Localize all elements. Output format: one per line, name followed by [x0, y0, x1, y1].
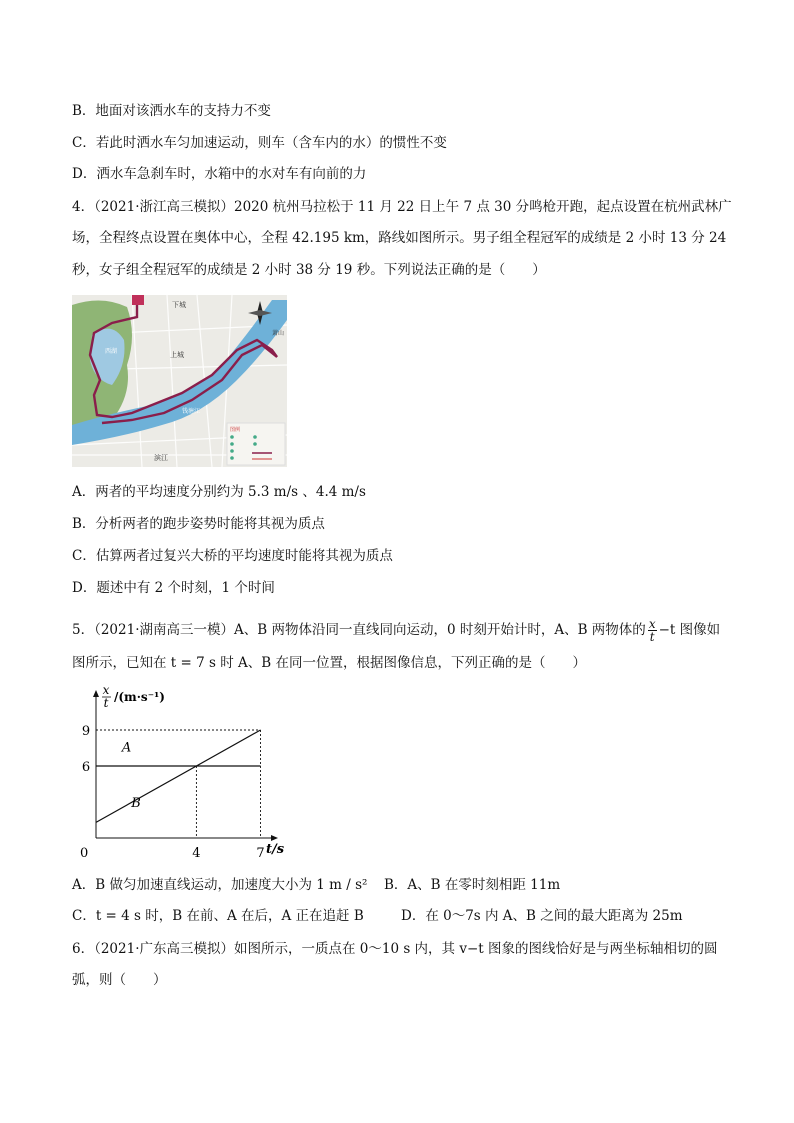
q5-option-b: B．A、B 在零时刻相距 11m [384, 877, 561, 893]
map-label-bottom: 滨江 [154, 454, 168, 462]
q5-stem-part: A、B 两物体沿同一直线同向运动，0 时刻开始计时，A、B 两物体的 [234, 622, 646, 638]
y-label-numerator: x [102, 683, 110, 697]
q4-stem-line3: 秒，女子组全程冠军的成绩是 2 小时 38 分 19 秒。下列说法正确的是（ ） [72, 262, 546, 278]
series-b-line [96, 730, 261, 822]
q4-option-c: C．估算两者过复兴大桥的平均速度时能将其视为质点 [72, 548, 393, 564]
route-map-graphic [72, 295, 287, 467]
q4-option-d: D．题述中有 2 个时刻，1 个时间 [72, 580, 275, 596]
q6-stem-line1: 6．（2021·广东高三模拟）如图所示，一质点在 0～10 s 内，其 v−t 图象的图线恰好是与两坐标轴相切的圆 [72, 941, 718, 957]
xt-t-graph [72, 683, 302, 867]
q5-source: 5．（2021·湖南高三一模） [72, 622, 234, 638]
legend-title: 图例 [230, 427, 241, 433]
q4-option-a: A．两者的平均速度分别约为 5.3 m/s 、4.4 m/s [72, 484, 366, 500]
y-label-unit: /(m·s⁻¹) [114, 690, 165, 704]
q3-option-c: C．若此时洒水车匀加速运动，则车（含车内的水）的惯性不变 [72, 135, 447, 151]
chart-svg [72, 683, 302, 863]
q4-stem-line2: 场，全程终点设置在奥体中心，全程 42.195 km，路线如图所示。男子组全程冠军的成绩是 2 小时 13 分 24 [72, 230, 727, 246]
q5-option-a: A．B 做匀加速直线运动，加速度大小为 1 m / s² [72, 877, 368, 893]
map-label-right: 萧山 [272, 330, 285, 337]
q3-option-d: D．洒水车急刹车时，水箱中的水对车有向前的力 [72, 166, 367, 182]
q5-stem-line2: 图所示，已知在 t = 7 s 时 A、B 在同一位置，根据图像信息，下列正确的是（ ） [72, 655, 586, 671]
q5-option-d: D．在 0～7s 内 A、B 之间的最大距离为 25m [401, 908, 683, 924]
q3-option-b: B．地面对该洒水车的支持力不变 [72, 103, 271, 119]
y-tick-9: 9 [81, 724, 91, 739]
q4-option-b: B．分析两者的跑步姿势时能将其视为质点 [72, 516, 325, 532]
map-label-top: 下城 [172, 301, 186, 309]
origin-label: 0 [80, 846, 89, 861]
q4-stem-line1: 4．（2021·浙江高三模拟）2020 杭州马拉松于 11 月 22 日上午 7 点 30 分鸣枪开跑，起点设置在杭州武林广 [72, 199, 732, 215]
q5-stem-tail: −t 图像如 [658, 622, 721, 638]
map-label-center: 上城 [170, 351, 184, 359]
x-label: t/s [266, 842, 285, 857]
series-b-label: B [131, 795, 141, 811]
series-a-label: A [121, 740, 132, 756]
q6-stem-line2: 弧，则（ ） [72, 972, 167, 988]
x-tick-4: 4 [192, 846, 201, 861]
q5-stem-line1 [72, 618, 720, 643]
map-label-river: 钱塘江 [182, 408, 201, 415]
q5-option-c: C．t = 4 s 时，B 在前、A 在后，A 正在追赶 B [72, 908, 364, 924]
x-tick-7: 7 [256, 846, 265, 861]
q5-stem-fraction: $\frac{x}{t}$ [648, 617, 656, 644]
marathon-route-map [72, 295, 287, 467]
map-label-left: 西湖 [105, 348, 118, 355]
y-label-denominator: t [103, 696, 109, 710]
y-tick-6: 6 [81, 760, 91, 775]
